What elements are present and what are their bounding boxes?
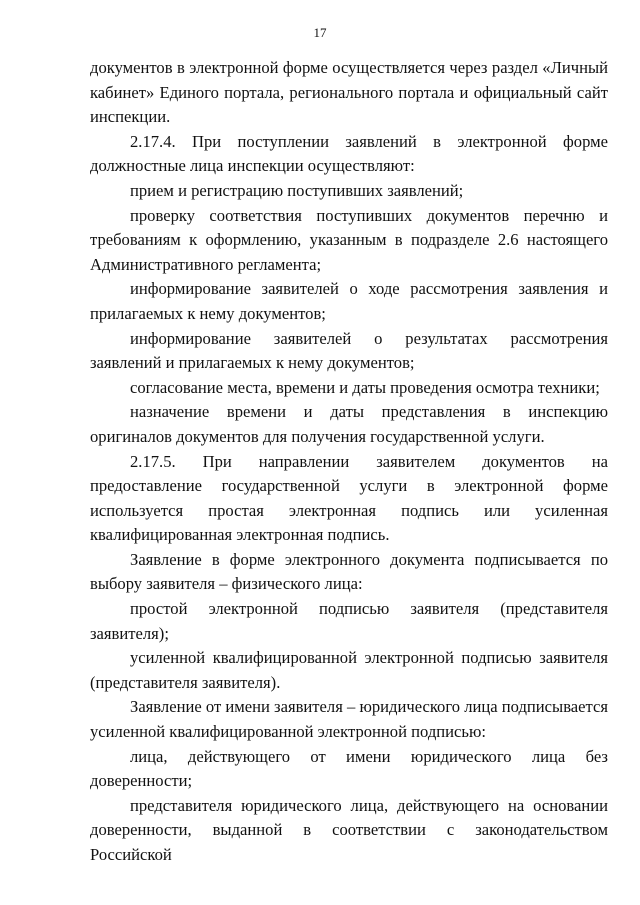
paragraph-6: информирование заявителей о результатах рассмотрения заявлений и прилагаемых к нему документов; [90,328,608,373]
paragraph-10: Заявление в форме электронного документа подписывается по выбору заявителя – физического лица: [90,549,608,594]
paragraph-14: лица, действующего от имени юридического лица без доверенности; [90,746,608,791]
paragraph-7: согласование места, времени и даты проведения осмотра техники; [130,377,600,397]
paragraph-8: назначение времени и даты представления в инспекцию оригиналов документов для получения государственной услуги. [90,402,608,446]
paragraph-5: информирование заявителей о ходе рассмотрения заявления и прилагаемых к нему документов; [90,279,608,323]
page-number: 17 [313,25,327,40]
paragraph-1: документов в электронной форме осуществляется через раздел «Личный кабинет» Единого портала, регионального портала и официальный сайт инспекции. [90,58,608,127]
paragraph-12: усиленной квалифицированной электронной подписью заявителя (представителя заявителя). [90,648,608,692]
paragraph-11: простой электронной подписью заявителя (представителя заявителя); [90,599,608,643]
paragraph-13: Заявление от имени заявителя – юридического лица подписывается усиленной квалифицированной электронной подписью: [90,697,608,742]
paragraph-15: представителя юридического лица, действующего на основании доверенности, выданной в соответствии с законодательством Российской [90,795,608,864]
paragraph-3: прием и регистрацию поступивших заявлений; [130,180,464,200]
document-body [90,56,608,868]
paragraph-9: 2.17.5. При направлении заявителем документов на предоставление государственной услуги в электронной форме используется простая электронная подпись или усиленная квалифицированная электронная подпись. [90,451,608,545]
paragraph-4: проверку соответствия поступивших документов перечню и требованиям к оформлению, указанным в подразделе 2.6 настоящего Административного регламента; [90,205,608,274]
paragraph-2: 2.17.4. При поступлении заявлений в электронной форме должностные лица инспекции осуществляют: [90,131,608,176]
